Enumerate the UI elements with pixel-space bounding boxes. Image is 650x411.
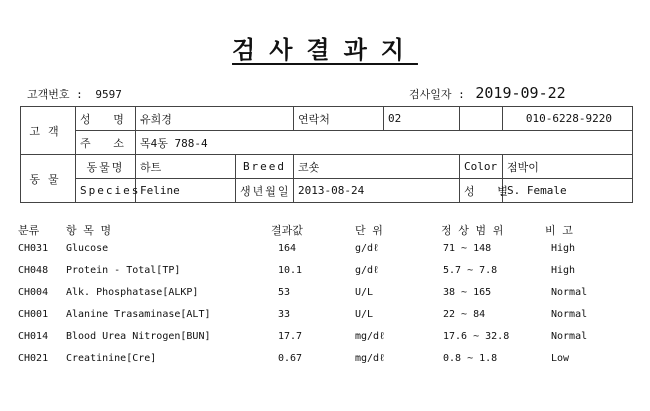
header-range: 정 상 범 위 [441,224,504,237]
customer-number-value: 9597 [95,88,122,101]
result-value: 53 [278,287,291,298]
species-value: Feline [136,179,236,203]
result-item: Protein - Total[TP] [66,265,181,276]
result-value: 164 [278,243,297,254]
result-code: CH031 [18,243,49,254]
header-remark: 비 고 [545,224,573,237]
result-unit: U/L [355,309,374,320]
animal-name-value: 하트 [136,155,236,179]
result-unit: mg/dℓ [355,353,386,364]
customer-name-value: 유희경 [136,107,294,131]
result-range: 5.7 ~ 7.8 [443,265,498,276]
result-range: 38 ~ 165 [443,287,492,298]
animal-name-label: 동물명 [76,155,136,179]
result-code: CH021 [18,353,49,364]
species-label: Species [76,179,136,203]
sex-label: 성 별 [460,179,503,203]
result-remark: Normal [551,309,588,320]
result-unit: g/dℓ [355,265,380,276]
result-value: 0.67 [278,353,303,364]
header-item: 항 목 명 [66,224,112,237]
result-item: Glucose [66,243,109,254]
customer-section-label: 고객 [21,107,76,155]
contact-label: 연락처 [294,107,384,131]
breed-label: Breed [236,155,294,179]
header-value: 결과값 [271,224,303,237]
result-code: CH048 [18,265,49,276]
result-value: 10.1 [278,265,303,276]
contact-value-1: 02 [384,107,460,131]
result-range: 17.6 ~ 32.8 [443,331,510,342]
document-title-text: 검사결과지 [232,36,418,64]
birth-date-label: 생년월일 [236,179,294,203]
result-unit: mg/dℓ [355,331,386,342]
result-code: CH014 [18,331,49,342]
result-unit: U/L [355,287,374,298]
result-range: 71 ~ 148 [443,243,492,254]
address-label: 주 소 [76,131,136,155]
breed-value: 코숏 [294,155,460,179]
result-value: 17.7 [278,331,303,342]
result-unit: g/dℓ [355,243,380,254]
test-date-value: 2019-09-22 [475,84,566,102]
result-remark: High [551,265,576,276]
result-code: CH001 [18,309,49,320]
color-label: Color [460,155,503,179]
result-item: Alk. Phosphatase[ALKP] [66,287,199,298]
header-category: 분류 [18,224,40,237]
result-remark: Normal [551,331,588,342]
result-item: Creatinine[Cre] [66,353,157,364]
result-range: 0.8 ~ 1.8 [443,353,498,364]
sex-value: S. Female [503,179,633,203]
result-remark: Normal [551,287,588,298]
contact-value-3: 010-6228-9220 [503,107,633,131]
color-value: 점박이 [503,155,633,179]
result-item: Alanine Trasaminase[ALT] [66,309,211,320]
result-item: Blood Urea Nitrogen[BUN] [66,331,211,342]
test-date-label: 검사일자 : [409,88,465,101]
birth-date-value: 2013-08-24 [294,179,460,203]
result-range: 22 ~ 84 [443,309,486,320]
result-value: 33 [278,309,291,320]
result-remark: High [551,243,576,254]
result-remark: Low [551,353,570,364]
address-value: 목4동 788-4 [136,131,633,155]
customer-name-label: 성 명 [76,107,136,131]
customer-number-label: 고객번호 : [27,88,83,101]
result-code: CH004 [18,287,49,298]
animal-section-label: 동물 [21,155,76,203]
header-unit: 단 위 [355,224,383,237]
